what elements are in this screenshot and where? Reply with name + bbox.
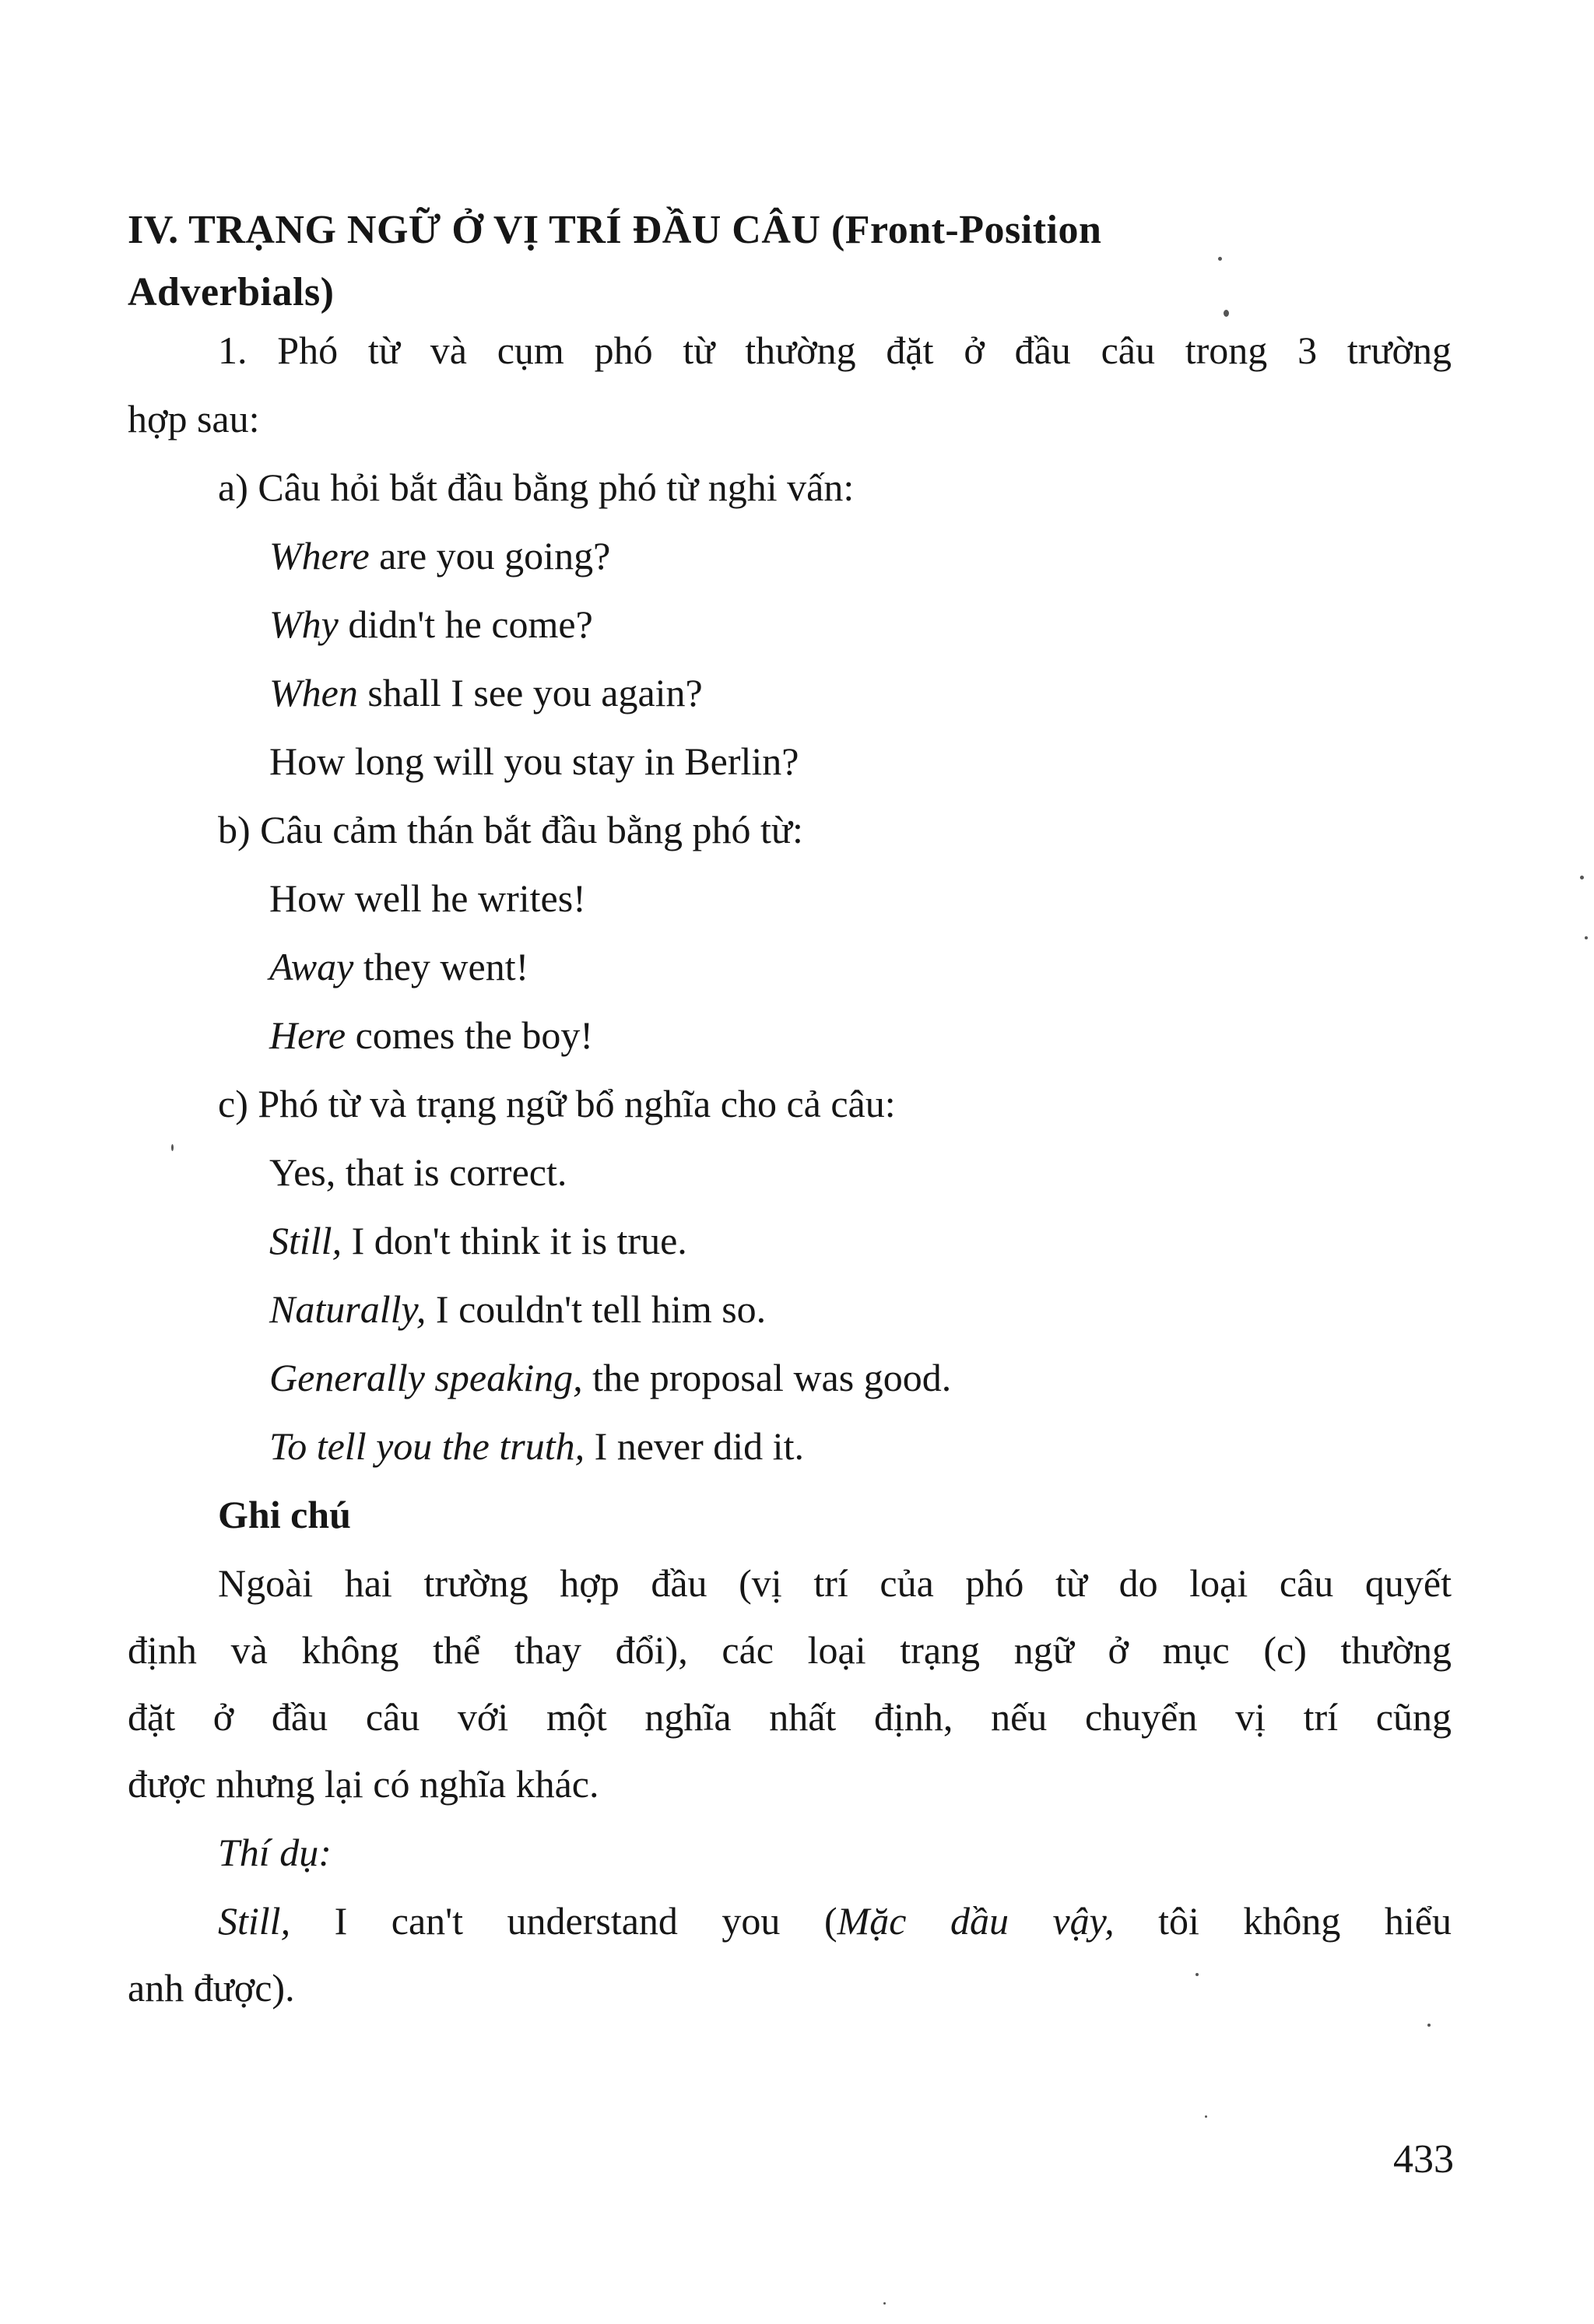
example-rest: comes the boy! <box>346 1013 594 1057</box>
rule1-line1: 1. Phó từ và cụm phó từ thường đặt ở đầu câu trong 3 trường <box>218 328 1452 372</box>
example-rest: I couldn't tell him so. <box>426 1287 767 1331</box>
example-lead: When <box>269 671 358 714</box>
scan-speck <box>171 1144 174 1151</box>
example-rest: didn't he come? <box>338 602 593 646</box>
example-line <box>269 738 799 785</box>
example-lead: Naturally, <box>269 1287 427 1331</box>
case-a-label: a) Câu hỏi bắt đầu bằng phó từ nghi vấn: <box>218 465 855 509</box>
note-line1: Ngoài hai trường hợp đầu (vị trí của phó từ do loại câu quyết <box>218 1561 1452 1605</box>
example-lead: Here <box>269 1013 346 1057</box>
example-rest: I don't think it is true. <box>342 1219 687 1262</box>
example-rest: I never did it. <box>585 1424 804 1468</box>
example-rest: How well he writes! <box>269 876 586 920</box>
note-example-line2: anh được). <box>128 1966 295 2010</box>
example-rest: shall I see you again? <box>357 671 703 714</box>
scan-speck <box>1580 876 1584 879</box>
note-example-line1 <box>218 1897 1452 1944</box>
example-line <box>269 669 703 716</box>
scan-speck <box>883 2302 886 2305</box>
note-example-translation-rest: tôi không hiểu <box>1114 1899 1452 1943</box>
example-lead: To tell you the truth, <box>269 1424 585 1468</box>
case-c-label: c) Phó từ và trạng ngữ bổ nghĩa cho cả câu: <box>218 1082 896 1125</box>
example-line <box>269 1012 593 1058</box>
note-example-lead: Still, <box>218 1899 291 1943</box>
note-line2: định và không thể thay đổi), các loại trạng ngữ ở mục (c) thường <box>128 1628 1452 1672</box>
example-rest: the proposal was good. <box>582 1356 952 1399</box>
section-heading-line2: Adverbials) <box>128 270 335 314</box>
note-example-label: Thí dụ: <box>218 1831 332 1874</box>
example-lead: Away <box>269 945 354 988</box>
example-line <box>269 532 610 579</box>
example-line <box>269 1354 951 1401</box>
example-lead: Still, <box>269 1219 342 1262</box>
page-number: 433 <box>1393 2137 1454 2182</box>
note-example-mid: I can't understand you ( <box>290 1899 837 1943</box>
note-title: Ghi chú <box>218 1493 351 1536</box>
scan-speck <box>1427 2024 1431 2027</box>
example-lead: Why <box>269 602 339 646</box>
example-rest: they went! <box>353 945 529 988</box>
example-line <box>269 1286 766 1332</box>
example-line <box>269 1423 804 1469</box>
section-heading <box>128 199 1466 324</box>
example-lead: Generally speaking, <box>269 1356 583 1399</box>
example-line <box>269 1217 687 1264</box>
note-line4: được nhưng lại có nghĩa khác. <box>128 1762 599 1806</box>
example-rest: Yes, that is correct. <box>269 1150 567 1194</box>
rule1-line2: hợp sau: <box>128 397 260 441</box>
example-line <box>269 875 586 922</box>
scan-speck <box>1205 2115 1207 2118</box>
scan-speck <box>1196 1973 1199 1976</box>
case-b-label: b) Câu cảm thán bắt đầu bằng phó từ: <box>218 808 803 851</box>
note-line3: đặt ở đầu câu với một nghĩa nhất định, nếu chuyển vị trí cũng <box>128 1695 1452 1739</box>
scan-speck <box>1585 936 1588 939</box>
example-lead: Where <box>269 534 370 577</box>
example-line <box>269 1149 567 1195</box>
example-rest: are you going? <box>369 534 611 577</box>
scan-speck <box>1218 257 1222 261</box>
section-heading-line1: IV. TRẠNG NGỮ Ở VỊ TRÍ ĐẦU CÂU (Front-Position <box>128 208 1102 252</box>
example-rest: How long will you stay in Berlin? <box>269 739 799 783</box>
note-example-translation: Mặc dầu vậy, <box>837 1899 1115 1943</box>
scan-speck <box>1224 310 1229 317</box>
example-line <box>269 601 593 648</box>
example-line <box>269 943 528 990</box>
